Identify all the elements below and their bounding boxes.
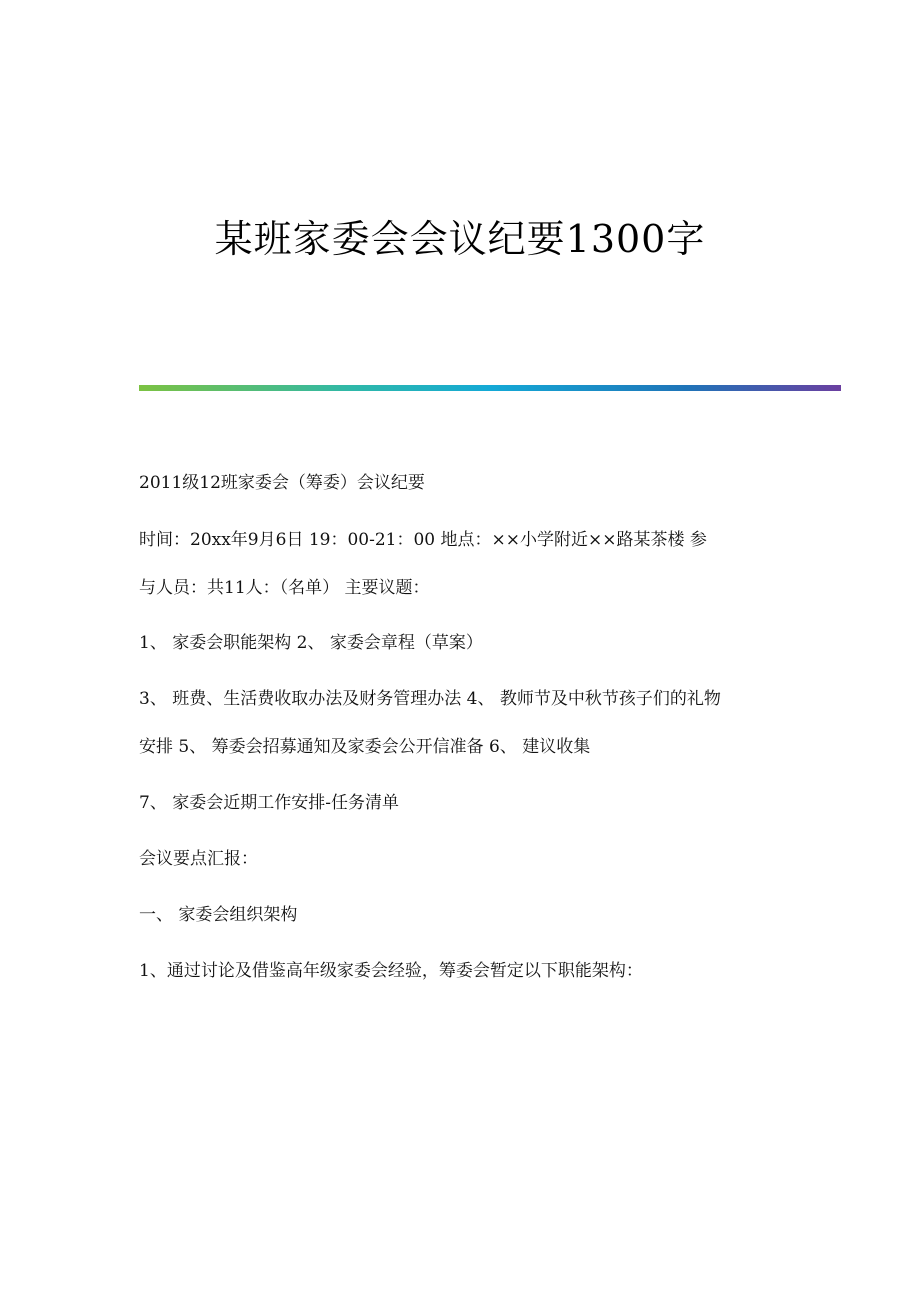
agenda-items-1-2: 1、 家委会职能架构 2、 家委会章程（草案） <box>139 633 483 653</box>
section-1-point-1: 1、通过讨论及借鉴高年级家委会经验，筹委会暂定以下职能架构： <box>139 961 643 981</box>
meeting-heading: 2011级12班家委会（筹委）会议纪要 <box>139 473 425 493</box>
agenda-items-3-4: 3、 班费、生活费收取办法及财务管理办法 4、 教师节及中秋节孩子们的礼物 <box>139 689 721 709</box>
title-divider <box>139 385 841 391</box>
meeting-summary-heading: 会议要点汇报： <box>139 849 258 869</box>
meeting-time-location: 时间：20xx年9月6日 19：00-21：00 地点：××小学附近××路某茶楼 参 <box>139 530 707 550</box>
section-heading-1: 一、 家委会组织架构 <box>139 905 298 925</box>
page-title: 某班家委会会议纪要1300字 <box>214 217 706 261</box>
agenda-item-7: 7、 家委会近期工作安排-任务清单 <box>139 793 399 813</box>
meeting-attendees: 与人员：共11人：（名单） 主要议题： <box>139 578 430 598</box>
agenda-items-5-6: 安排 5、 筹委会招募通知及家委会公开信准备 6、 建议收集 <box>139 737 591 757</box>
